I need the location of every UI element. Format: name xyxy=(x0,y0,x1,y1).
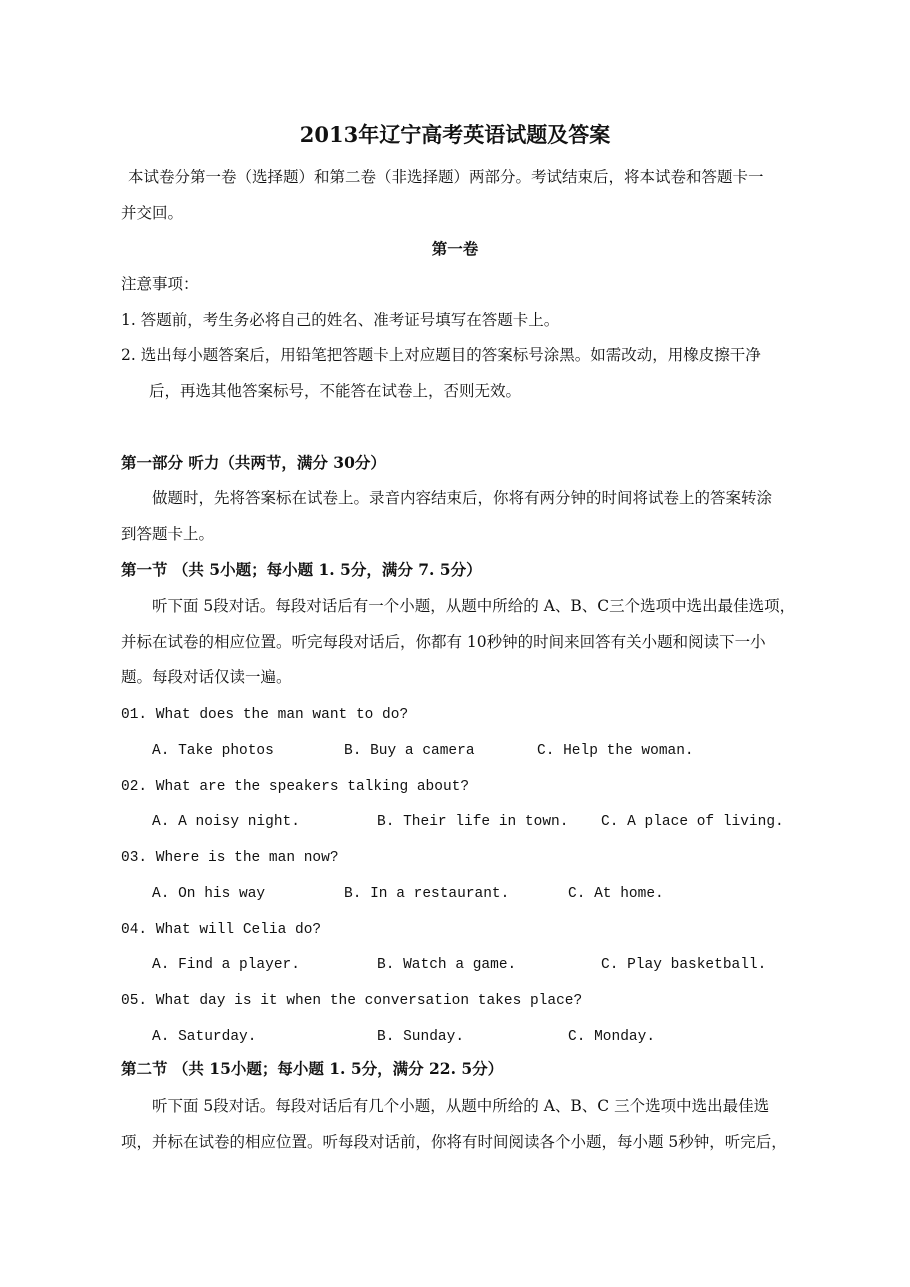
question-5-option-b: B. Sunday. xyxy=(377,1029,465,1045)
notes-item-1: 1. 答题前，考生务必将自己的姓名、准考证号填写在答题卡上。 xyxy=(121,311,560,329)
question-4-option-a: A. Find a player. xyxy=(152,957,300,973)
question-3-option-a: A. On his way xyxy=(152,886,266,902)
question-3: 03. Where is the man now? xyxy=(121,850,339,866)
question-1-option-c: C. Help the woman. xyxy=(537,743,694,759)
notes-item-2-line-1: 2. 选出每小题答案后，用铅笔把答题卡上对应题目的答案标号涂黑。如需改动，用橡皮擦干净 xyxy=(121,346,761,364)
intro-line-2: 并交回。 xyxy=(121,204,184,222)
question-1-option-a: A. Take photos xyxy=(152,743,274,759)
question-4-option-c: C. Play basketball. xyxy=(601,957,767,973)
part1-instr-line-2: 到答题卡上。 xyxy=(121,525,215,543)
question-2-option-c: C. A place of living. xyxy=(601,814,784,830)
section2-instr-line-1: 听下面 5段对话。每段对话后有几个小题，从题中所给的 A、B、C 三个选项中选出最佳选 xyxy=(152,1097,770,1115)
section2-heading: 第二节 （共 15小题；每小题 1. 5分，满分 22. 5分） xyxy=(121,1059,504,1078)
part1-instr-line-1: 做题时，先将答案标在试卷上。录音内容结束后，你将有两分钟的时间将试卷上的答案转涂 xyxy=(152,489,773,507)
question-5-option-c: C. Monday. xyxy=(568,1029,656,1045)
question-2-option-b: B. Their life in town. xyxy=(377,814,569,830)
question-4: 04. What will Celia do? xyxy=(121,922,322,938)
volume-heading: 第一卷 xyxy=(431,239,479,258)
notes-item-2-line-2: 后，再选其他答案标号，不能答在试卷上，否则无效。 xyxy=(149,382,522,400)
part1-heading: 第一部分 听力（共两节，满分 30分） xyxy=(121,453,386,472)
question-3-option-b: B. In a restaurant. xyxy=(344,886,510,902)
question-2: 02. What are the speakers talking about? xyxy=(121,779,470,795)
section2-instr-line-2: 项，并标在试卷的相应位置。听每段对话前，你将有时间阅读各个小题，每小题 5秒钟，听完后， xyxy=(121,1133,787,1151)
page-title: 2013年辽宁高考英语试题及答案 xyxy=(299,122,611,147)
section1-instr-line-3: 题。每段对话仅读一遍。 xyxy=(121,668,292,686)
question-4-option-b: B. Watch a game. xyxy=(377,957,517,973)
question-5: 05. What day is it when the conversation takes place? xyxy=(121,993,583,1009)
section1-instr-line-2: 并标在试卷的相应位置。听完每段对话后，你都有 10秒钟的时间来回答有关小题和阅读下一小 xyxy=(121,633,766,651)
question-1: 01. What does the man want to do? xyxy=(121,707,409,723)
question-2-option-a: A. A noisy night. xyxy=(152,814,300,830)
section1-heading: 第一节 （共 5小题；每小题 1. 5分，满分 7. 5分） xyxy=(121,560,482,579)
section1-instr-line-1: 听下面 5段对话。每段对话后有一个小题，从题中所给的 A、B、C三个选项中选出最佳选项， xyxy=(152,597,796,615)
intro-line-1: 本试卷分第一卷（选择题）和第二卷（非选择题）两部分。考试结束后，将本试卷和答题卡一 xyxy=(128,168,764,186)
notes-heading: 注意事项： xyxy=(121,275,199,293)
question-5-option-a: A. Saturday. xyxy=(152,1029,257,1045)
question-1-option-b: B. Buy a camera xyxy=(344,743,475,759)
question-3-option-c: C. At home. xyxy=(568,886,664,902)
